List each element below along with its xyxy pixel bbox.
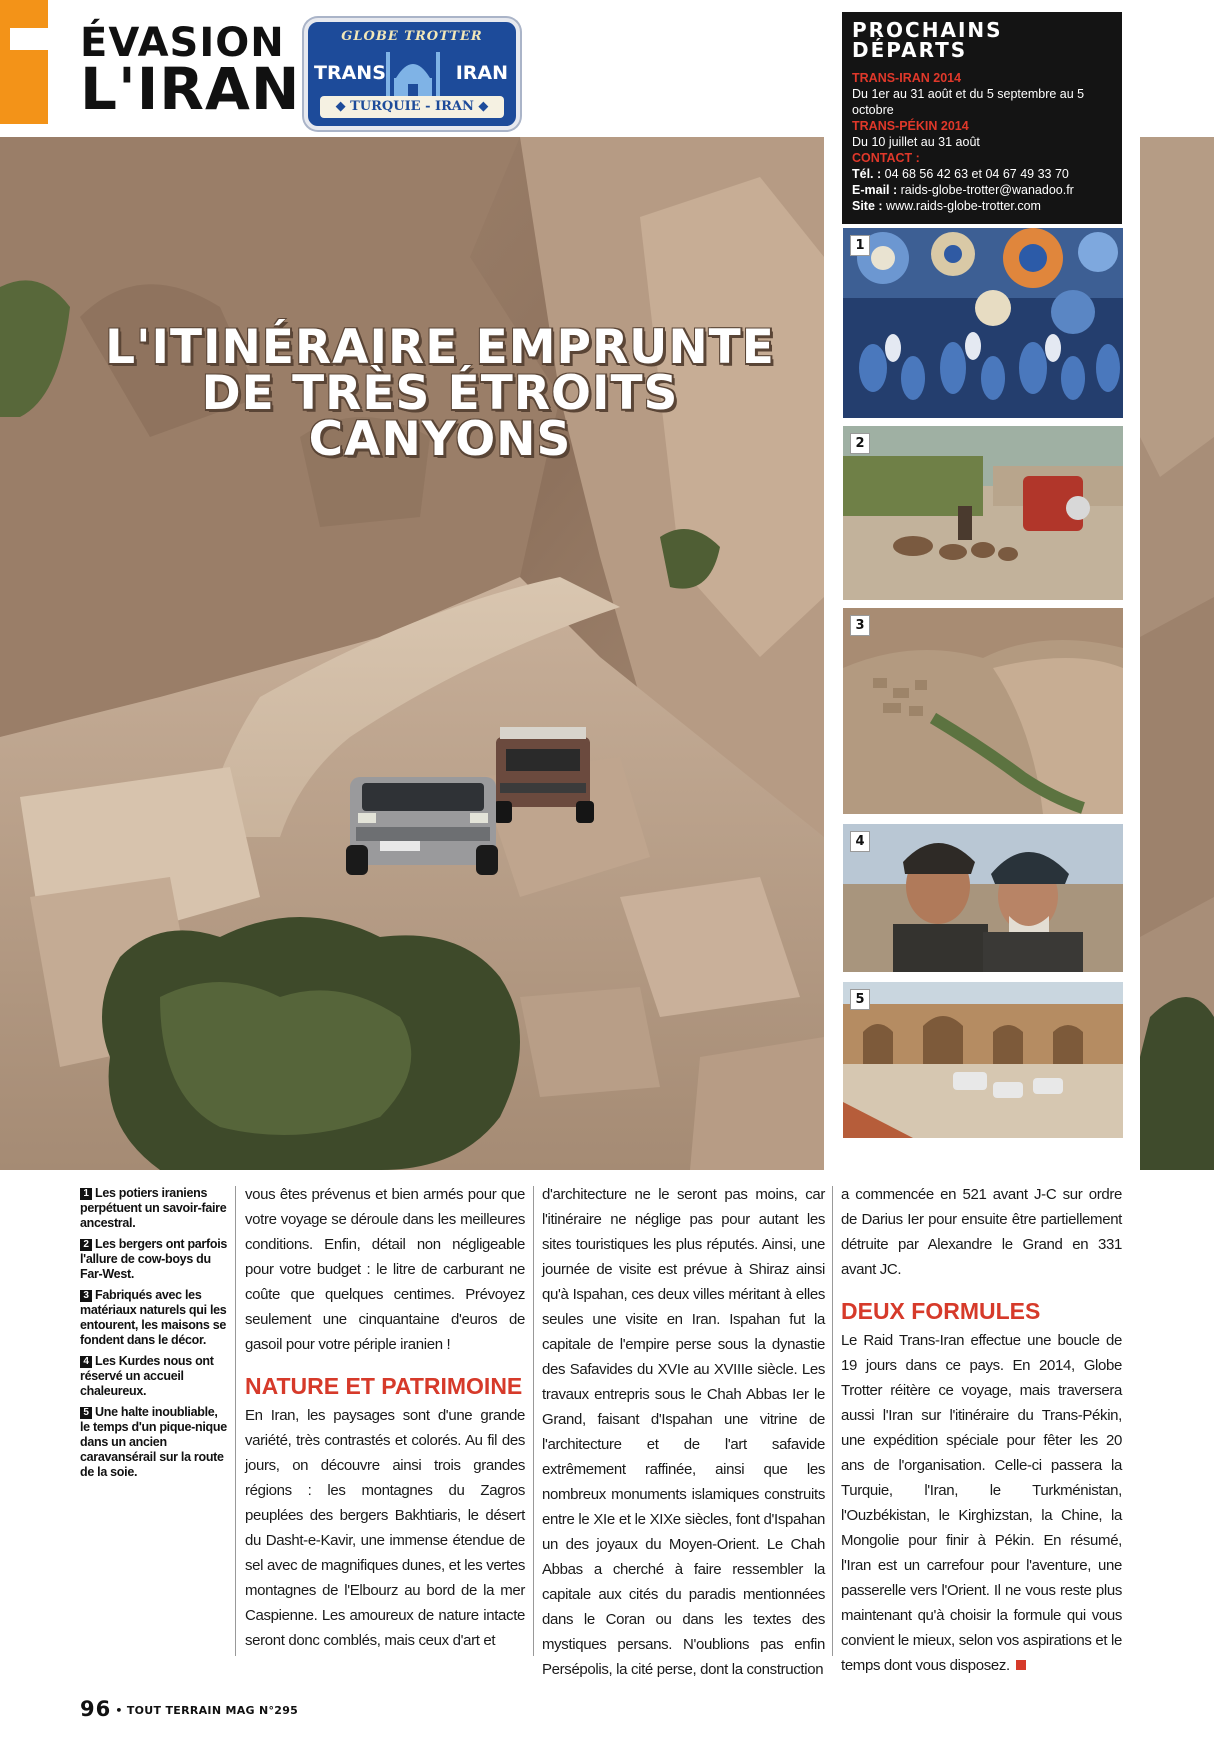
site-label: Site : bbox=[852, 199, 883, 213]
email-line bbox=[852, 182, 1117, 198]
caption-number: 3 bbox=[80, 1290, 92, 1302]
caption-text: Les bergers ont parfois l'allure de cow-boys du Far-West. bbox=[80, 1237, 228, 1281]
article-column-2 bbox=[542, 1182, 825, 1682]
site-value[interactable]: www.raids-globe-trotter.com bbox=[886, 199, 1041, 213]
caption-number: 1 bbox=[80, 1188, 92, 1200]
caption-item bbox=[80, 1405, 230, 1480]
photo-number-badge: 2 bbox=[850, 433, 870, 454]
photo-number-badge: 4 bbox=[850, 831, 870, 852]
rubric-title bbox=[80, 20, 301, 123]
column-divider bbox=[832, 1186, 833, 1656]
village-illustration bbox=[843, 608, 1123, 814]
site-line bbox=[852, 198, 1117, 214]
photo-number-badge: 3 bbox=[850, 615, 870, 636]
orange-corner-notch bbox=[10, 28, 48, 50]
photo-number-badge: 1 bbox=[850, 235, 870, 256]
kurds-illustration bbox=[843, 824, 1123, 972]
column-divider bbox=[235, 1186, 236, 1656]
caption-item bbox=[80, 1237, 230, 1282]
caption-item bbox=[80, 1186, 230, 1231]
caption-number: 4 bbox=[80, 1356, 92, 1368]
mosque-icon bbox=[378, 48, 448, 100]
end-of-article-mark bbox=[1016, 1660, 1026, 1670]
departures-title-line1: PROCHAINS bbox=[852, 18, 1003, 42]
phone-value: 04 68 56 42 63 et 04 67 49 33 70 bbox=[884, 167, 1069, 181]
main-photo-canyon bbox=[0, 137, 824, 1170]
caption-text: Fabriqués avec les matériaux naturels qui les entourent, les maisons se fondent dans le décor. bbox=[80, 1288, 227, 1347]
front-vehicle bbox=[346, 777, 498, 875]
article-paragraph: d'architecture ne le seront pas moins, car l'itinéraire ne néglige pas pour autant les sites touristiques les plus réputés. Ainsi, une journée de visite est prévue à Shiraz ainsi qu'à Ispahan, ces deux villes méritant à elles seules une visite en Iran. Ispahan fut la capitale de l'empire perse sous la dynastie des Safavides du XVIe au XVIIIe siècle. Les travaux entrepris sous le Chah Abbas Ier le Grand, faisant d'Ispahan une vitrine de l'architecture et de l'art safavide extrêmement raffinée, ainsi que les nombreux monuments islamiques construits entre le XIe et le XIXe siècles, font d'Ispahan un des joyaux du Moyen-Orient. Le Chah Abbas a cherché à faire ressembler la capitale aux cités du paradis mentionnées dans le Coran ou dans les textes des mystiques persans. N'oublions pas enfin Persépolis, la cité perse, dont la construction bbox=[542, 1186, 825, 1678]
photo-1-pottery bbox=[843, 228, 1123, 418]
caption-item bbox=[80, 1354, 230, 1399]
email-label: E-mail : bbox=[852, 183, 898, 197]
badge-bottom-text: ◆ TURQUIE - IRAN ◆ bbox=[320, 96, 504, 118]
photo-headline bbox=[90, 320, 790, 467]
caption-item bbox=[80, 1288, 230, 1348]
contact-label: CONTACT : bbox=[852, 151, 920, 165]
orange-corner-bar bbox=[0, 0, 48, 124]
pottery-illustration bbox=[843, 228, 1123, 418]
section-heading-nature: NATURE ET PATRIMOINE bbox=[245, 1373, 523, 1399]
column-divider bbox=[533, 1186, 534, 1656]
article-paragraph: En Iran, les paysages sont d'une grande variété, très contrastés et colorés. Au fil des jours, on découvre ainsi trois grandes régions : les montagnes du Zagros peuplées des bergers Bakhtiaris, le désert du Dasht-e-Kavir, une immense étendue de sel avec de magnifiques dunes, et les vertes montagnes de l'Elbourz au bord de la mer Caspienne. Les amoureux de nature intacte seront donc comblés, mais ceux d'art et bbox=[245, 1407, 525, 1649]
caption-text: Les potiers iraniens perpétuent un savoir-faire ancestral. bbox=[80, 1186, 227, 1230]
trip2-dates: Du 10 juillet au 31 août bbox=[852, 135, 980, 149]
trans-iran-badge bbox=[304, 18, 520, 130]
headline-line1: L'ITINÉRAIRE EMPRUNTE bbox=[105, 320, 775, 375]
article-paragraph-text: Le Raid Trans-Iran effectue une boucle de 19 jours dans ce pays. En 2014, Globe Trotter réitère ce voyage, mais traversera aussi l'Iran sur l'itinéraire du Trans-Pékin, une expédition spéciale pour fêter les 20 ans de l'organisation. Celle-ci passera la Turquie, l'Iran, le Turkménistan, l'Ouzbékistan, le Kirghizstan, la Chine, la Mongolie pour finir à Pékin. En résumé, l'Iran est un carrefour pour l'aventure, une passerelle vers l'Orient. Il ne vous reste plus maintenant qu'à choisir la formule qui vous convient le mieux, selon vos aspirations et le temps dont vous disposez. bbox=[841, 1332, 1122, 1674]
article-column-1 bbox=[245, 1182, 525, 1653]
photo-3-village bbox=[843, 608, 1123, 814]
article-paragraph: a commencée en 521 avant J-C sur ordre de Darius Ier pour ensuite être partiellement détruite par Alexandre le Grand en 331 avant JC. bbox=[841, 1186, 1122, 1278]
section-heading-formules: DEUX FORMULES bbox=[841, 1298, 1041, 1324]
rubric-line2: L'IRAN bbox=[80, 55, 301, 123]
article-column-3 bbox=[841, 1182, 1122, 1678]
headline-line2: DE TRÈS ÉTROITS bbox=[201, 366, 679, 421]
caption-number: 2 bbox=[80, 1239, 92, 1251]
adjacent-page-photo-edge bbox=[1140, 137, 1214, 1170]
trip2-name: TRANS-PÉKIN 2014 bbox=[852, 119, 969, 133]
departures-body bbox=[852, 70, 1117, 214]
departures-title-line2: DÉPARTS bbox=[852, 38, 968, 62]
photo-5-caravanserai bbox=[843, 982, 1123, 1138]
trip1-dates: Du 1er au 31 août et du 5 septembre au 5 octobre bbox=[852, 87, 1085, 117]
shepherds-illustration bbox=[843, 426, 1123, 600]
phone-line bbox=[852, 166, 1117, 182]
headline-line3: CANYONS bbox=[308, 412, 572, 467]
photo-2-shepherds bbox=[843, 426, 1123, 600]
article-paragraph bbox=[841, 1328, 1122, 1678]
rock-strip-illustration bbox=[1140, 137, 1214, 1170]
caption-text: Les Kurdes nous ont réservé un accueil chaleureux. bbox=[80, 1354, 214, 1398]
magazine-name: • TOUT TERRAIN MAG N°295 bbox=[115, 1704, 299, 1717]
photo-number-badge: 5 bbox=[850, 989, 870, 1010]
canyon-illustration bbox=[0, 137, 824, 1170]
page-folio bbox=[80, 1697, 298, 1721]
caption-number: 5 bbox=[80, 1407, 92, 1419]
trip1-name: TRANS-IRAN 2014 bbox=[852, 71, 962, 85]
badge-left-text: TRANS bbox=[314, 62, 386, 84]
departures-title bbox=[852, 20, 1003, 60]
caravanserai-illustration bbox=[843, 982, 1123, 1138]
phone-label: Tél. : bbox=[852, 167, 882, 181]
badge-top-text: GLOBE TROTTER bbox=[341, 29, 483, 44]
caption-text: Une halte inoubliable, le temps d'un pique-nique dans un ancien caravansérail sur la route de la soie. bbox=[80, 1405, 227, 1479]
email-value[interactable]: raids-globe-trotter@wanadoo.fr bbox=[900, 183, 1074, 197]
article-paragraph: vous êtes prévenus et bien armés pour que votre voyage se déroule dans les meilleures conditions. Enfin, détail non négligeable pour votre budget : le litre de carburant ne coûte que quelques centimes. Prévoyez seulement une cinquantaine d'euros de gasoil pour votre périple iranien ! bbox=[245, 1186, 525, 1353]
page-number: 96 bbox=[80, 1697, 112, 1721]
photo-captions bbox=[80, 1186, 230, 1486]
badge-right-text: IRAN bbox=[455, 62, 508, 84]
rubric-line1: ÉVASION bbox=[80, 20, 285, 66]
departures-box bbox=[842, 12, 1122, 224]
photo-4-kurds bbox=[843, 824, 1123, 972]
